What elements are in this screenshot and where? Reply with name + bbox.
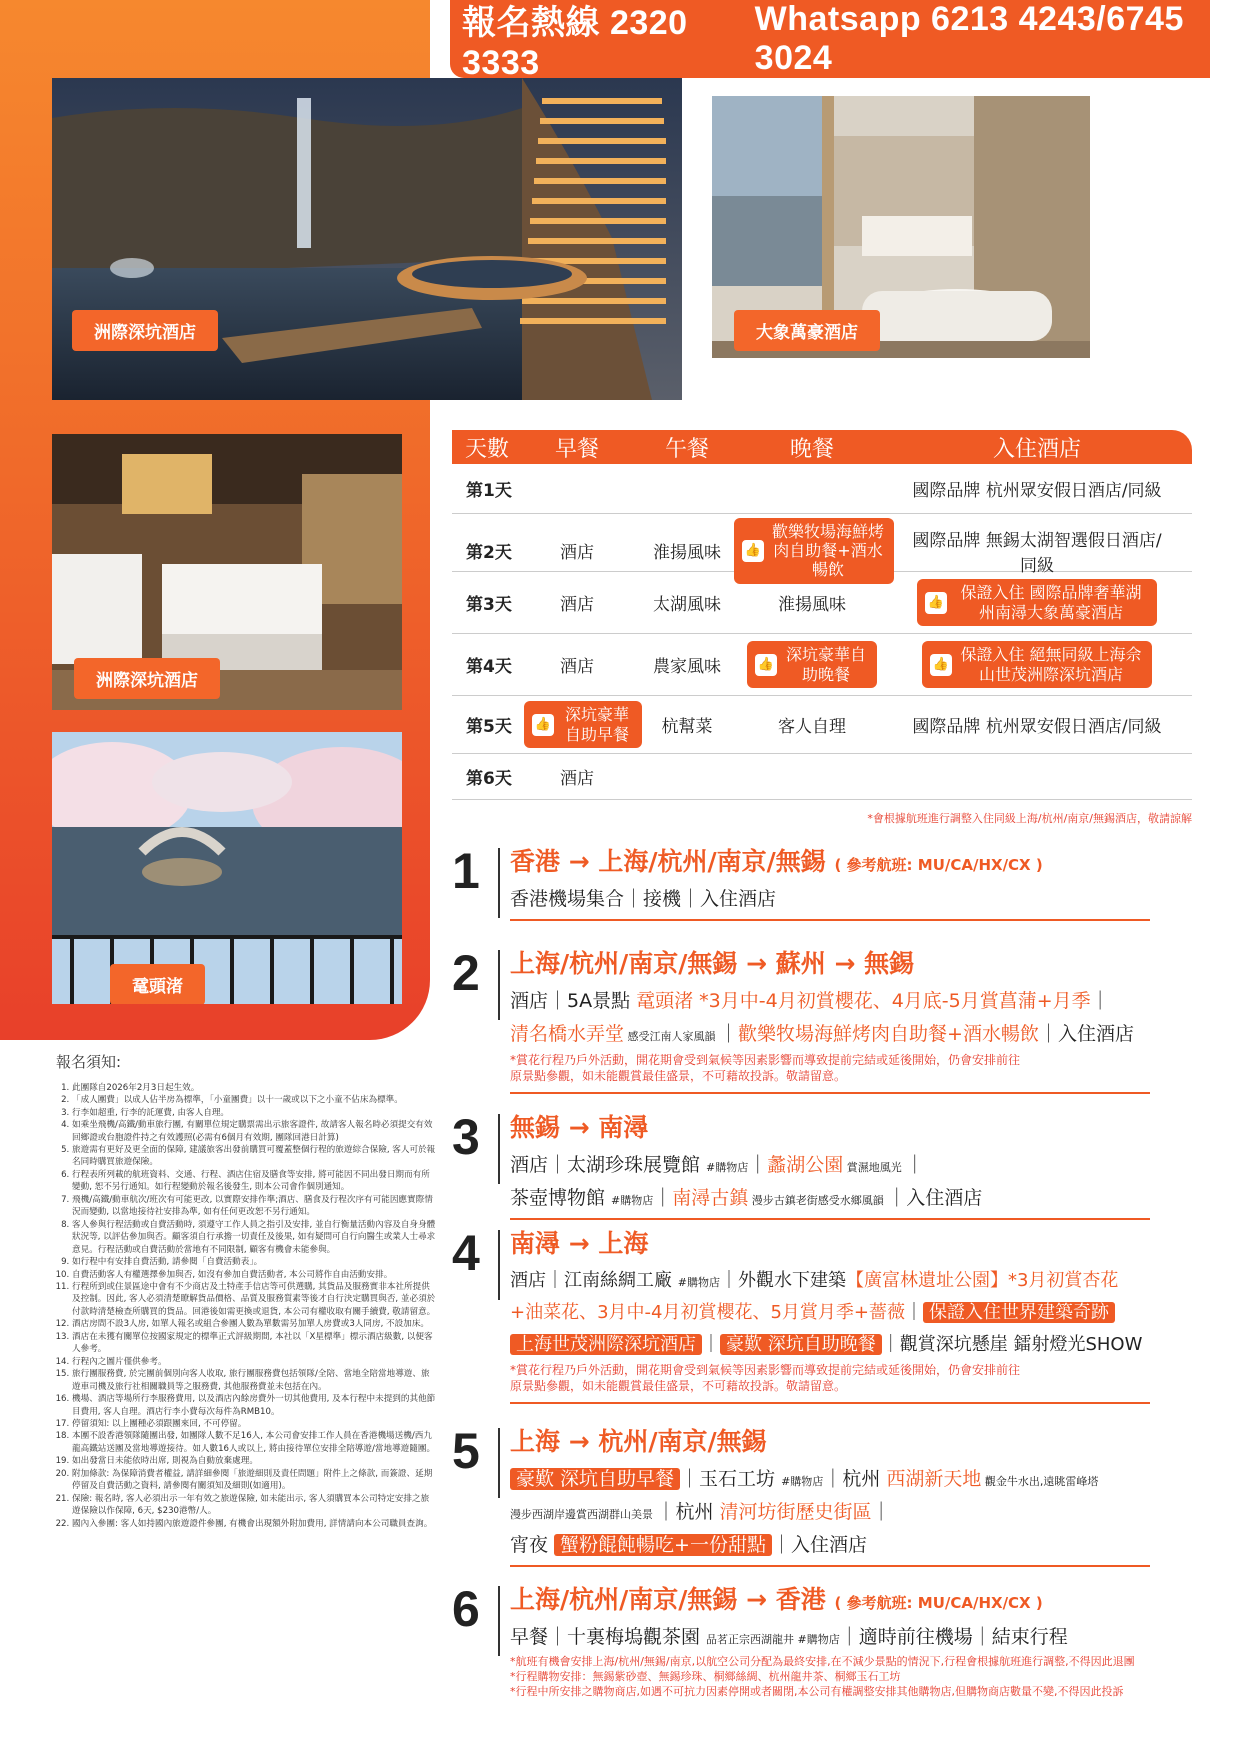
divider — [498, 950, 500, 1020]
note-item: 11. 行程所到或住景區途中會有不少商店及土特產手信店等可供選購, 其貨品及服務實非本社所提供及控制。因此, 客人必須清楚瞭解貨品價格、品質及服務質素等後才自行決定購買與否, 並必須於付款時清楚檢查所購買的貨品。回港後如需更換或退貨, 本公司有權收取有關手續費, 敬請留意。 — [72, 1281, 436, 1318]
note-item: 6. 行程表所列載的航班資料、交通、行程、酒店住宿及膳食等安排, 將可能因不同出發日期而有所變動, 恕不另行通知。如行程變動於報名後發生, 則本公司會作個別通知。 — [72, 1169, 436, 1194]
line-highlight: 【廣富林遺址公園】*3月初賞杏花 — [845, 1270, 1119, 1291]
line-text: ｜適時前往機場｜結束行程 — [839, 1626, 1068, 1648]
thumbs-up-icon: 👍 — [532, 714, 554, 736]
thumbs-up-icon: 👍 — [742, 540, 764, 562]
warning-note: *賞花行程乃戶外活動，開花期會受到氣候等因素影響而導致提前完結或延後開始，仍會安排前往原景點參觀，如未能觀賞最佳盛景，不可藉故投訴。敬請留意。 — [510, 1363, 1021, 1394]
line-highlight: 歡樂牧場海鮮烤肉自助餐+酒水暢飲 — [738, 1023, 1039, 1045]
breakfast — [522, 485, 632, 493]
divider — [498, 1230, 500, 1300]
day-line — [510, 1497, 1212, 1524]
hotel: 國際品牌 無錫太湖智選假日酒店/同級 — [912, 530, 1162, 576]
header-dinner: 晚餐 — [789, 436, 834, 462]
highlight-text: 保證入住 絕無同級上海佘山世茂洲際深坑酒店 — [960, 645, 1142, 684]
schedule-row — [452, 464, 1192, 514]
separator — [510, 1402, 1150, 1404]
note-item: 4. 如乘坐飛機/高鐵/動車旅行團, 有關單位規定購票需出示旅客證件, 故請客人報名時必須提交有效回鄉證或台胞證件持之有效護照(必需有6個月有效期, 團隊回港日計算) — [72, 1119, 436, 1144]
separator — [510, 1565, 1150, 1567]
day-title: 南潯 → 上海 — [510, 1229, 649, 1258]
line-highlight: 蠡湖公園 — [767, 1154, 844, 1176]
photo-intercontinental-quarry — [52, 78, 682, 400]
line-highlight: 南潯古鎮 — [672, 1187, 749, 1209]
day-number: 6 — [452, 1581, 480, 1637]
line-highlight: 清名橋水弄堂 — [510, 1023, 625, 1045]
registration-notes — [56, 1052, 436, 1530]
lunch: 農家風味 — [653, 657, 721, 677]
warning-note: *航班有機會安排上海/杭州/無錫/南京,以航空公司分配為最終安排,在不減少景點的情況下,行程會根據航班進行調整,不得因此退團 *行程購物安排：無錫紫砂壺、無錫珍珠、桐鄉絲綢、杭州龍井茶、桐鄉玉石工坊 *行程中所安排之購物商店,如遇不可抗力因素停開或者關閉,本公司有權調整安排其他購物店,但購物商店數量不變,不得因此投訴 — [510, 1655, 1135, 1698]
dinner — [742, 485, 882, 493]
line-text: ｜入住酒店 — [887, 1187, 983, 1209]
day-number: 5 — [452, 1423, 480, 1479]
day-title — [510, 842, 1212, 878]
header-hotel: 入住酒店 — [992, 436, 1081, 462]
line-tag: #購物店 — [781, 1475, 824, 1488]
day-line — [510, 1183, 1212, 1210]
line-text: 酒店｜太湖珍珠展覽館 — [510, 1154, 707, 1176]
day-title — [510, 1580, 1212, 1616]
notes-title: 報名須知: — [56, 1053, 122, 1071]
line-text: ｜外觀水下建築 — [719, 1270, 846, 1291]
hotel — [882, 637, 1192, 691]
day-label: 第2天 — [466, 543, 512, 564]
hotline-whatsapp[interactable]: Whatsapp 6213 4243/6745 3024 — [754, 0, 1184, 77]
line-text: 酒店｜江南絲綢工廠 — [510, 1270, 678, 1291]
line-tag: 漫步西湖岸邊賞西湖群山美景 — [510, 1508, 657, 1521]
photo-intercontinental-room — [52, 434, 402, 710]
breakfast: 酒店 — [560, 657, 594, 677]
hotel: 國際品牌 杭州眾安假日酒店/同級 — [912, 717, 1162, 737]
divider — [498, 1114, 500, 1184]
line-tag: #購物店 — [611, 1194, 654, 1207]
breakfast: 酒店 — [560, 543, 594, 564]
day-number: 2 — [452, 945, 480, 1001]
line-text: ｜ — [905, 1154, 925, 1176]
hotel — [882, 575, 1192, 629]
day-label: 第1天 — [466, 481, 512, 501]
note-item: 3. 行李如超重, 行李的託運費, 由客人自理。 — [72, 1107, 436, 1119]
itinerary-day-6 — [452, 1580, 1212, 1700]
note-item: 12. 酒店房間不設3人房, 如單人報名或組合參團人數為單數需另加單人房費或3人同房, 不設加床。 — [72, 1318, 436, 1330]
note-item: 22. 國內入參團: 客人如持國內旅遊證件參團, 有機會出現額外附加費用, 詳情請向本公司職員查詢。 — [72, 1518, 436, 1530]
schedule-note: *會根據航班進行調整入住同級上海/杭州/南京/無錫酒店，敬請諒解 — [867, 812, 1192, 825]
title-text: 上海/杭州/南京/無錫 → 香港 — [510, 1585, 826, 1614]
day-number: 1 — [452, 843, 480, 899]
hotel: 國際品牌 杭州眾安假日酒店/同級 — [912, 481, 1162, 501]
line-text: ｜ — [905, 1302, 924, 1323]
schedule-row — [452, 754, 1192, 800]
header-breakfast: 早餐 — [554, 436, 599, 462]
note-item: 17. 停留須知: 以上團種必須跟團來回, 不可停留。 — [72, 1418, 436, 1430]
breakfast — [522, 697, 632, 751]
photo-caption: 洲際深坑酒店 — [72, 310, 218, 351]
dinner — [742, 773, 882, 781]
line-text: ｜觀賞深坑懸崖 鐳射燈光SHOW — [881, 1334, 1143, 1355]
hotel — [882, 773, 1192, 781]
line-text: ｜入住酒店 — [771, 1534, 867, 1556]
line-text: ｜ — [748, 1154, 768, 1176]
schedule-row — [452, 696, 1192, 754]
breakfast: 酒店 — [560, 769, 594, 789]
day-title: 上海 → 杭州/南京/無錫 — [510, 1427, 767, 1456]
highlight-badge — [524, 701, 642, 747]
day-line — [510, 986, 1212, 1013]
header-lunch: 午餐 — [664, 436, 709, 462]
line-boxed: 保證入住世界建築奇跡 — [923, 1302, 1115, 1323]
line-text: ｜ — [1090, 990, 1110, 1012]
itinerary-day-1 — [452, 842, 1212, 921]
line-highlight: +油菜花、3月中-4月初賞櫻花、5月賞月季+薔薇 — [510, 1302, 906, 1323]
line-boxed: 豪歎 深坑自助晚餐 — [720, 1334, 882, 1355]
note-item: 10. 自費活動客人有權選擇參加與否, 如沒有參加自費活動者, 本公司將作自由活動安排。 — [72, 1269, 436, 1281]
note-item: 8. 客人參與行程活動或自費活動時, 須遵守工作人員之指引及安排, 並自行衡量活動內容及自身身體狀況等, 以評估參加與否。顧客須自行承擔一切責任及後果, 如有疑問可自行向醫生或業人士尋求意見。行程活動或自費活動於當地有不同限制, 顧客有機會未能參與。 — [72, 1219, 436, 1256]
line-text: ｜ — [702, 1334, 720, 1355]
lunch: 杭幫菜 — [661, 717, 713, 737]
itinerary-day-5 — [452, 1422, 1212, 1567]
quarry-hotel-image — [52, 78, 682, 400]
itinerary-day-3 — [452, 1108, 1212, 1220]
line-text: ｜玉石工坊 — [680, 1468, 782, 1490]
day-line — [510, 1530, 1212, 1557]
day-line — [510, 1464, 1212, 1491]
line-text: ｜入住酒店 — [1038, 1023, 1134, 1045]
day-line — [510, 1298, 1212, 1324]
line-boxed: 蟹粉餛飩暢吃+一份甜點 — [554, 1534, 772, 1556]
divider — [498, 848, 500, 918]
day-title: 上海/杭州/南京/無錫 → 蘇州 → 無錫 — [510, 949, 915, 978]
note-item: 5. 旅遊需有更好及更全面的保障, 建議旅客出發前購買可覆蓋整個行程的旅遊綜合保險, 客人可於報名同時購買旅遊保險。 — [72, 1144, 436, 1169]
day-title: 無錫 → 南潯 — [510, 1113, 649, 1142]
title-text: 香港 → 上海/杭州/南京/無錫 — [510, 847, 826, 876]
hotline-banner — [450, 0, 1210, 82]
highlight-text: 歡樂牧場海鮮烤肉自助餐+酒水暢飲 — [771, 522, 884, 580]
day-number: 3 — [452, 1109, 480, 1165]
photo-caption: 鼋頭渚 — [110, 964, 205, 1004]
thumbs-up-icon: 👍 — [755, 654, 777, 676]
schedule-header — [452, 430, 1192, 464]
line-tag: #購物店 — [677, 1276, 720, 1289]
note-item: 20. 附加條款: 為保障消費者權益, 請詳細參閱「旅遊細則及責任問題」附件上之條款, 而簽證、延期停留及自費活動之資料, 請參閱有關須知及細則(如適用)。 — [72, 1468, 436, 1493]
highlight-badge — [734, 518, 894, 584]
schedule-row — [452, 514, 1192, 580]
flight-ref: ( 參考航班: MU/CA/HX/CX ) — [834, 1594, 1043, 1612]
day-line — [510, 1622, 1212, 1649]
line-tag: 品茗正宗西湖龍井 #購物店 — [706, 1633, 840, 1646]
dinner: 客人自理 — [778, 717, 846, 737]
day-line: 香港機場集合｜接機｜入住酒店 — [510, 888, 777, 910]
flight-ref: ( 參考航班: MU/CA/HX/CX ) — [834, 856, 1043, 874]
line-text: 早餐｜十裏梅塢觀茶園 — [510, 1626, 707, 1648]
separator — [510, 1218, 1150, 1220]
line-tag: 感受江南人家風韻 — [624, 1030, 720, 1043]
note-item: 13. 酒店在未獲有關單位按國家規定的標準正式評級期間, 本社以「X星標準」標示酒店級數, 以便客人參考。 — [72, 1331, 436, 1356]
day-label: 第5天 — [466, 717, 512, 737]
warning-note: *賞花行程乃戶外活動，開花期會受到氣候等因素影響而導致提前完結或延後開始，仍會安排前往原景點參觀，如未能觀賞最佳盛景，不可藉故投訴。敬請留意。 — [510, 1053, 1021, 1084]
line-tag: 觀金牛水出,遠眺雷峰塔 — [981, 1475, 1099, 1488]
meal-hotel-schedule — [452, 430, 1192, 826]
line-highlight: 清河坊街歷史街區 — [719, 1501, 872, 1523]
breakfast: 酒店 — [560, 595, 594, 615]
divider — [498, 1586, 500, 1656]
itinerary-day-4 — [452, 1224, 1212, 1404]
note-item: 18. 本團不設香港領隊隨團出發, 如團隊人數不足16人, 本公司會安排工作人員在香港機場送機/西九龍高鐵站送團及當地導遊接待。如人數16人或以上, 將由接待單位安排全陪導遊/當地導遊隨團。 — [72, 1430, 436, 1455]
line-text: ｜杭州 — [656, 1501, 720, 1523]
line-tag: 漫步古鎮老街感受水鄉風韻 — [748, 1194, 888, 1207]
itinerary-day-2 — [452, 944, 1212, 1094]
lunch: 太湖風味 — [653, 595, 721, 615]
line-highlight: 西湖新天地 — [886, 1468, 982, 1490]
highlight-text: 保證入住 國際品牌奢華湖州南潯大象萬豪酒店 — [960, 583, 1142, 622]
notes-list — [56, 1082, 436, 1530]
separator — [510, 1092, 1150, 1094]
day-label: 第6天 — [466, 769, 512, 789]
line-text: 酒店｜5A景點 — [510, 990, 637, 1012]
header-day: 天數 — [464, 436, 509, 462]
highlight-badge — [747, 641, 877, 687]
highlight-text: 深坑豪華自助晚餐 — [785, 645, 866, 684]
line-text: 宵夜 — [510, 1534, 555, 1556]
note-item: 14. 行程內之圖片僅供參考。 — [72, 1356, 436, 1368]
day-line — [510, 1019, 1212, 1046]
day-number: 4 — [452, 1225, 480, 1281]
line-text: ｜杭州 — [823, 1468, 887, 1490]
line-text: 茶壺博物館 — [510, 1187, 612, 1209]
dinner: 淮揚風味 — [778, 595, 846, 615]
dinner — [742, 637, 882, 691]
line-text: ｜ — [871, 1501, 891, 1523]
note-item: 15. 旅行團服務費, 於完團前個別向客人收取, 旅行團服務費包括領隊/全陪、當地全陪當地導遊、旅遊車司機及旅行社相關職員等之服務費, 其他服務費並未包括在內。 — [72, 1368, 436, 1393]
lunch: 淮揚風味 — [653, 543, 721, 564]
line-highlight: 鼋頭渚 *3月中-4月初賞櫻花、4月底-5月賞菖蒲+月季 — [636, 990, 1091, 1012]
line-boxed: 上海世茂洲際深坑酒店 — [510, 1334, 702, 1355]
separator — [510, 919, 1150, 921]
line-tag: 賞濕地風光 — [843, 1161, 906, 1174]
line-boxed: 豪歎 深坑自助早餐 — [510, 1468, 680, 1490]
note-item: 19. 如出發當日未能依時出席, 則視為自動放棄處理。 — [72, 1455, 436, 1467]
photo-marriott-room — [712, 96, 1090, 358]
highlight-badge — [922, 641, 1152, 687]
dinner — [742, 514, 882, 588]
day-label: 第4天 — [466, 657, 512, 677]
photo-yuantouzhu — [52, 732, 402, 1004]
note-item: 1. 此團隊自2026年2月3日起生效。 — [72, 1082, 436, 1094]
line-tag: #購物店 — [706, 1161, 749, 1174]
day-line — [510, 1330, 1212, 1356]
day-line — [510, 1266, 1212, 1292]
note-item: 21. 保險: 報名時, 客人必須出示一年有效之旅遊保險, 如未能出示, 客人須購買本公司特定安排之旅遊保險以作保障, 6天, $230港幣/人。 — [72, 1493, 436, 1518]
divider — [498, 1428, 500, 1498]
thumbs-up-icon: 👍 — [925, 592, 947, 614]
note-item: 2. 「成人團費」以成人佔半房為標準，「小童團費」以十一歲或以下之小童不佔床為標準。 — [72, 1094, 436, 1106]
yuantouzhu-bridge-image — [52, 732, 402, 1004]
hotline-phone[interactable]: 報名熱線 2320 3333 — [462, 4, 688, 82]
note-item: 9. 如行程中有安排自費活動, 請參閱「自費活動表」。 — [72, 1256, 436, 1268]
thumbs-up-icon: 👍 — [930, 654, 952, 676]
day-label: 第3天 — [466, 595, 512, 615]
schedule-row — [452, 634, 1192, 696]
line-text: ｜ — [719, 1023, 739, 1045]
highlight-badge — [917, 579, 1157, 625]
note-item: 7. 飛機/高鐵/動車航次/班次有可能更改, 以實際安排作準;酒店、膳食及行程次序有可能因應實際情況而變動, 以當地接待社安排為準, 如有任何更改恕不另行通知。 — [72, 1194, 436, 1219]
day-line — [510, 1150, 1212, 1177]
lunch — [632, 773, 742, 781]
note-item: 16. 機場、酒店等場所行李服務費用, 以及酒店內餘房費外一切其他費用, 及本行程中未提到的其他節目費用, 客人自理。酒店行李小費每次每件為RMB10。 — [72, 1393, 436, 1418]
line-text: ｜ — [653, 1187, 673, 1209]
photo-caption: 洲際深坑酒店 — [74, 658, 220, 699]
highlight-text: 深坑豪華自助早餐 — [564, 705, 629, 744]
photo-caption: 大象萬豪酒店 — [734, 310, 880, 351]
lunch — [632, 485, 742, 493]
